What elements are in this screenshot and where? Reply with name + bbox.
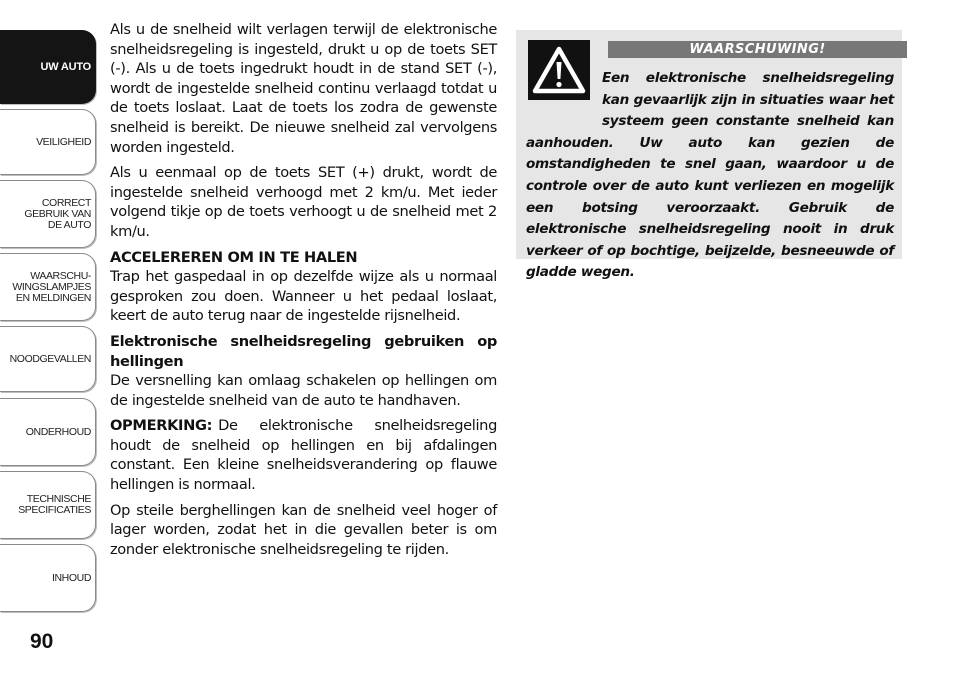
tab-waarschuwingslampjes[interactable] bbox=[0, 253, 96, 321]
paragraph: Als u de snelheid wilt verlagen terwijl de elektronische snelheidsregeling is ingesteld, drukt u op de toets SET (-). Als u de toets ingedrukt houdt in de stand SET (-), wordt de ingestelde snelheid continu verlaagd totdat u de toets loslaat. Laat de toets los zodra de gewenste snelheid is bereikt. De nieuwe snelheid zal vervolgens worden ingesteld. bbox=[110, 21, 497, 156]
tab-label: INHOUD bbox=[51, 571, 91, 584]
tab-uw-auto[interactable] bbox=[0, 30, 96, 104]
tab-noodgevallen[interactable] bbox=[0, 326, 96, 392]
warning-triangle-icon bbox=[528, 40, 590, 100]
page-number: 90 bbox=[30, 630, 54, 653]
warning-box bbox=[516, 30, 902, 281]
tab-correct-gebruik[interactable] bbox=[0, 180, 96, 248]
tab-label: ONDERHOUD bbox=[25, 425, 91, 438]
tab-label: NOODGEVALLEN bbox=[9, 352, 91, 365]
paragraph: De versnelling kan omlaag schakelen op hellingen om de ingestelde snelheid van de auto te handhaven. bbox=[110, 372, 497, 409]
tab-veiligheid[interactable] bbox=[0, 109, 96, 175]
warning-text-block bbox=[526, 68, 894, 284]
paragraph: Trap het gaspedaal in op dezelfde wijze als u normaal gesproken zou doen. Wanneer u het pedaal loslaat, keert de auto terug naar de ingestelde rijsnelheid. bbox=[110, 268, 497, 325]
section-heading: ACCELEREREN OM IN TE HALEN bbox=[110, 248, 358, 266]
tab-label: CORRECT GEBRUIK VAN DE AUTO bbox=[24, 196, 91, 231]
note-paragraph bbox=[110, 416, 497, 494]
warning-title: WAARSCHUWING! bbox=[608, 41, 907, 58]
note-label: OPMERKING: bbox=[110, 417, 213, 435]
paragraph: Als u eenmaal op de toets SET (+) drukt, wordt de ingestelde snelheid verhoogd met 2 km/u. Met ieder volgend tikje op de toets verhoogt u de snelheid met 2 km/u. bbox=[110, 164, 497, 240]
section-heading: Elektronische snelheidsregeling gebruiken op hellingen bbox=[110, 332, 497, 370]
tab-inhoud[interactable] bbox=[0, 544, 96, 612]
body-text-column bbox=[110, 20, 497, 565]
tab-label: VEILIGHEID bbox=[36, 135, 91, 148]
warning-text: Een elektronische snelheidsregeling kan gevaarlijk zijn in situaties waar het systeem geen constante snelheid kan aanhouden. Uw auto kan gezien de omstandigheden te snel gaan, waardoor u de controle over de auto kunt verliezen en mogelijk een botsing veroorzaakt. Gebruik de elektronische snelheidsregeling nooit in druk verkeer of op bochtige, beijzelde, besneeuwde of gladde wegen. bbox=[526, 70, 894, 281]
note-text: De elektronische snelheidsregeling houdt de snelheid op hellingen en bij afdalingen constant. Een kleine snelheidsverandering op flauwe hellingen is normaal. bbox=[110, 417, 497, 494]
tab-onderhoud[interactable] bbox=[0, 398, 96, 466]
tab-label: TECHNISCHE SPECIFICATIES bbox=[18, 493, 91, 516]
paragraph: Op steile berghellingen kan de snelheid veel hoger of lager worden, zodat het in die gevallen beter is om zonder elektronische snelheidsregeling te rijden. bbox=[110, 501, 497, 558]
tab-technische-specificaties[interactable] bbox=[0, 471, 96, 539]
tab-label: UW AUTO bbox=[40, 60, 91, 73]
tab-label: WAARSCHU- WINGSLAMPJES EN MELDINGEN bbox=[12, 269, 91, 304]
